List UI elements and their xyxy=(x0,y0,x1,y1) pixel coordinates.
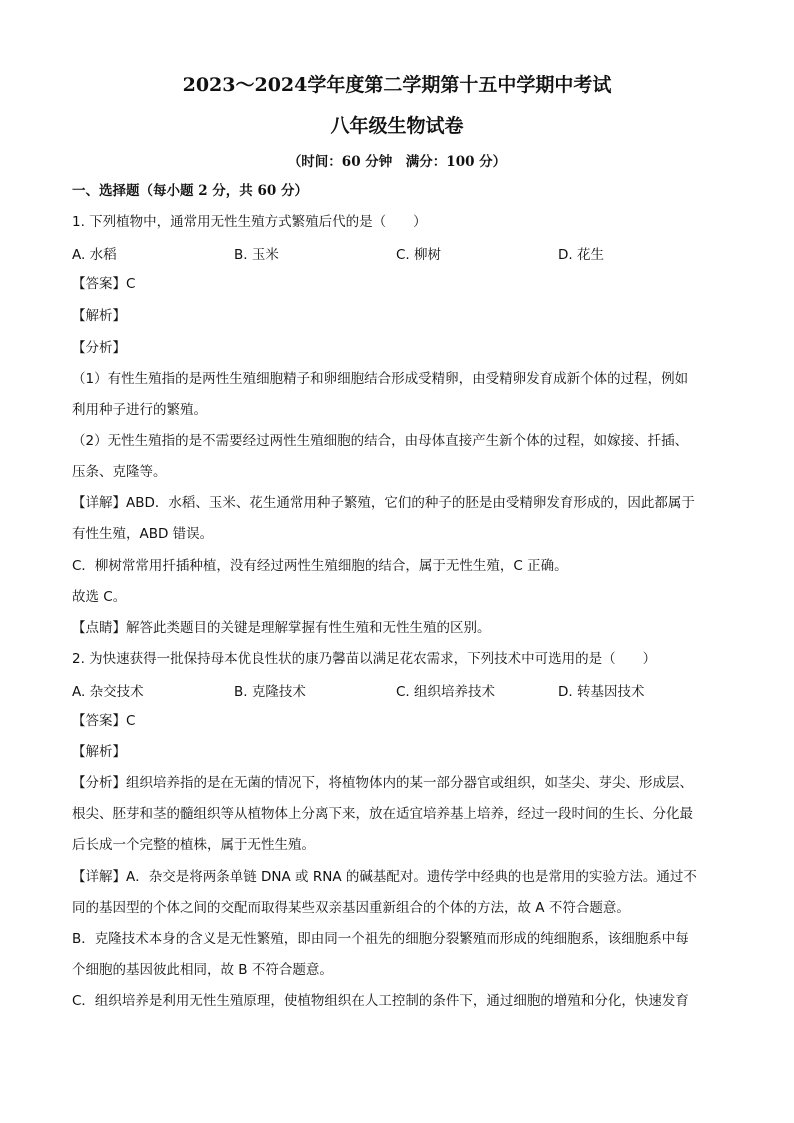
q2-detail-text: 同的基因型的个体之间的交配而取得某些双亲基因重新组合的个体的方法，故 A 不符合题意。 xyxy=(72,900,630,916)
q1-analysis-text: 压条、克隆等。 xyxy=(72,464,167,480)
exam-title: 2023～2024学年度第二学期第十五中学期中考试 xyxy=(182,74,612,96)
exam-info: （时间：60 分钟 满分：100 分） xyxy=(287,154,507,170)
detail-text: A．杂交是将两条单链 DNA 或 RNA 的碱基配对。遗传学中经典的也是常用的实验方法。通过不 xyxy=(126,869,697,885)
answer-tag: 【答案】 xyxy=(72,713,126,729)
q2-analysis-text: 后长成一个完整的植株，属于无性生殖。 xyxy=(72,837,315,853)
q1-explain-tag: 【解析】 xyxy=(72,308,126,324)
q1-analysis-text: （2）无性生殖指的是不需要经过两性生殖细胞的结合，由母体直接产生新个体的过程，如嫁接、扦插、 xyxy=(72,433,689,449)
q1-detail-text: 有性生殖，ABD 错误。 xyxy=(72,526,214,542)
q1-option-d: D. 花生 xyxy=(558,247,604,263)
q2-option-c: C. 组织培养技术 xyxy=(396,684,496,700)
q2-option-d: D. 转基因技术 xyxy=(558,684,645,700)
q1-option-c: C. 柳树 xyxy=(396,247,442,263)
q1-stem: 1. 下列植物中，通常用无性生殖方式繁殖后代的是（ ） xyxy=(72,214,427,230)
detail-tag: 【详解】 xyxy=(72,869,126,885)
answer-tag: 【答案】 xyxy=(72,276,126,292)
q2-answer xyxy=(72,711,722,731)
q1-comment xyxy=(72,618,722,638)
q2-detail-text: C．组织培养是利用无性生殖原理，使植物组织在人工控制的条件下，通过细胞的增殖和分化，快速发育 xyxy=(72,993,689,1009)
q1-analysis-tag: 【分析】 xyxy=(72,340,126,356)
q1-conclusion: 故选 C。 xyxy=(72,589,127,605)
q1-analysis-text: 利用种子进行的繁殖。 xyxy=(72,402,207,418)
q2-analysis-text: 根尖、胚芽和茎的髓组织等从植物体上分离下来，放在适宜培养基上培养，经过一段时间的生长、分化最 xyxy=(72,806,693,822)
detail-text: ABD．水稻、玉米、花生通常用种子繁殖，它们的种子的胚是由受精卵发育形成的，因此都属于 xyxy=(126,495,695,511)
q2-detail-text: 个细胞的基因彼此相同，故 B 不符合题意。 xyxy=(72,962,333,978)
q1-analysis-text: （1）有性生殖指的是两性生殖细胞精子和卵细胞结合形成受精卵，由受精卵发育成新个体的过程，例如 xyxy=(72,371,689,387)
q2-option-a: A. 杂交技术 xyxy=(72,684,144,700)
comment-text: 解答此类题目的关键是理解掌握有性生殖和无性生殖的区别。 xyxy=(126,620,491,636)
detail-tag: 【详解】 xyxy=(72,495,126,511)
q1-option-a: A. 水稻 xyxy=(72,247,117,263)
exam-subtitle: 八年级生物试卷 xyxy=(330,115,464,137)
analysis-tag: 【分析】 xyxy=(72,775,126,791)
q1-option-b: B. 玉米 xyxy=(234,247,279,263)
q2-detail-text: B．克隆技术本身的含义是无性繁殖，即由同一个祖先的细胞分裂繁殖而形成的纯细胞系，该细胞系中每 xyxy=(72,931,689,947)
q1-detail xyxy=(72,493,722,513)
q2-option-b: B. 克隆技术 xyxy=(234,684,306,700)
q2-stem: 2. 为快速获得一批保持母本优良性状的康乃馨苗以满足花农需求，下列技术中可选用的是（ ） xyxy=(72,651,657,667)
answer-value: C xyxy=(126,713,136,729)
q2-detail xyxy=(72,867,722,887)
analysis-text: 组织培养指的是在无菌的情况下，将植物体内的某一部分器官或组织，如茎尖、芽尖、形成层、 xyxy=(126,775,693,791)
q2-analysis xyxy=(72,773,722,793)
q1-answer xyxy=(72,274,722,294)
q2-explain-tag: 【解析】 xyxy=(72,744,126,760)
comment-tag: 【点睛】 xyxy=(72,620,126,636)
section-heading: 一、选择题（每小题 2 分，共 60 分） xyxy=(72,183,308,199)
q1-detail-text: C．柳树常常用扦插种植，没有经过两性生殖细胞的结合，属于无性生殖，C 正确。 xyxy=(72,558,568,574)
answer-value: C xyxy=(126,276,136,292)
